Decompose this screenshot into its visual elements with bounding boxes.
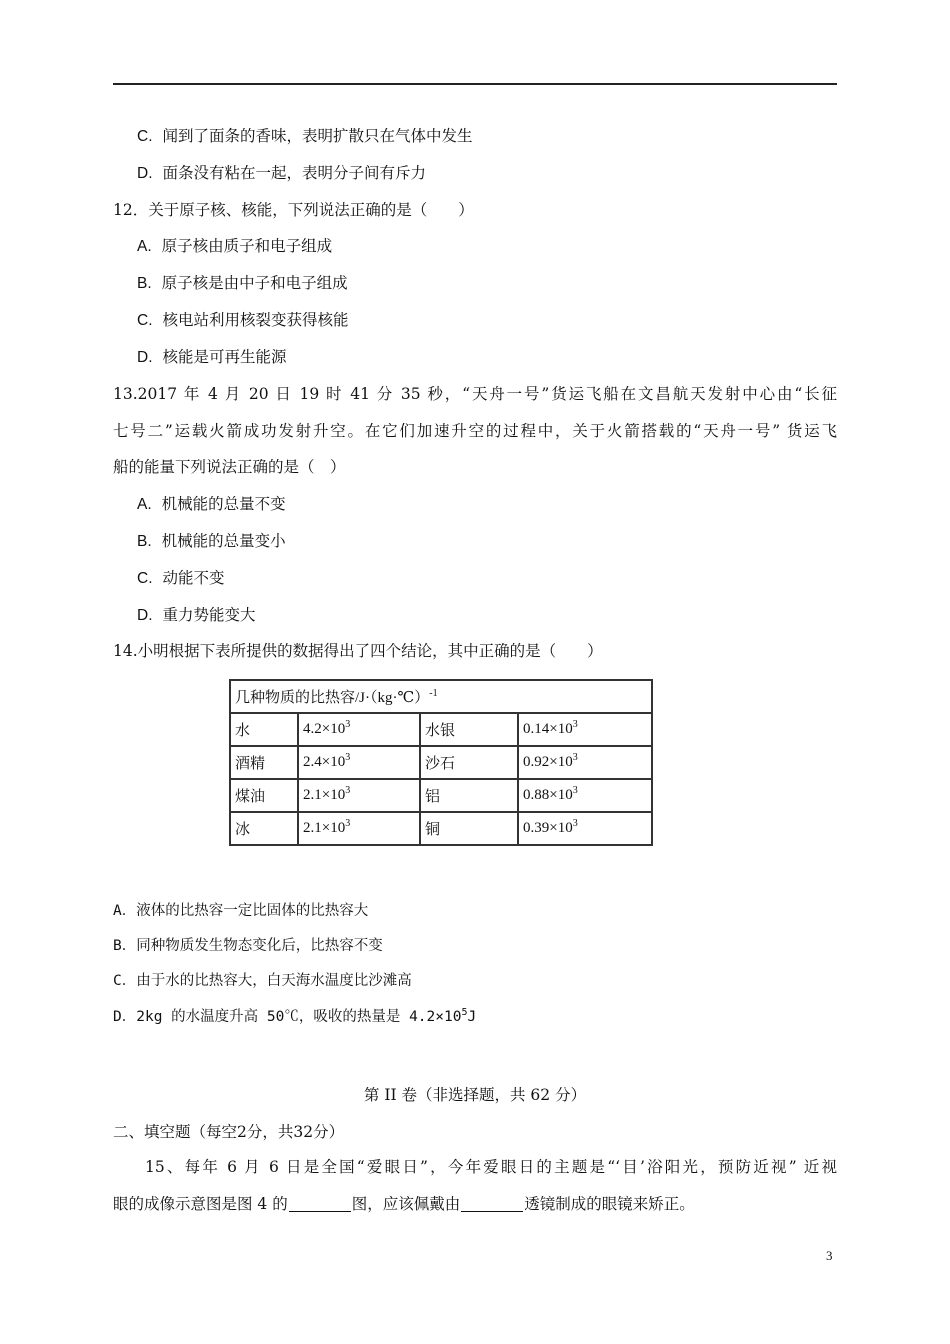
table-cell: $4.2\times 10^3$ xyxy=(298,713,420,746)
q13-stem-line2: 七号二”运载火箭成功发射升空。在它们加速升空的过程中，关于火箭搭载的“天舟一号” 货运飞 xyxy=(113,422,837,440)
q13-stem-line3: 船的能量下列说法正确的是（ ） xyxy=(113,458,346,476)
q14-option-d: D．2kg 的水温度升高 50℃，吸收的热量是 $4.2\times 10^5J$ xyxy=(113,1007,477,1025)
header-rule xyxy=(113,83,837,85)
q13-option-d: D. 重力势能变大 xyxy=(137,606,256,624)
q12-option-a: A. 原子核由质子和电子组成 xyxy=(137,237,333,255)
table-cell: $0.88\times 10^3$ xyxy=(518,779,652,812)
q13-stem-line1: 13.2017 年 4 月 20 日 19 时 41 分 35 秒，“天舟一号”货运飞船在文昌航天发射中心由“长征 xyxy=(113,385,837,403)
answer-blank-2[interactable] xyxy=(461,1195,523,1212)
q12-option-b: B. 原子核是由中子和电子组成 xyxy=(137,274,348,292)
table-cell: 酒精 xyxy=(230,746,298,779)
q12-option-c: C. 核电站利用核裂变获得核能 xyxy=(137,311,349,329)
table-row xyxy=(230,746,652,779)
table-caption: 几种物质的比热容/J·（kg·℃）$^{-1}$ xyxy=(230,680,652,713)
q12-stem: 12．关于原子核、核能，下列说法正确的是（ ） xyxy=(113,201,474,219)
table-cell: 煤油 xyxy=(230,779,298,812)
table-row xyxy=(230,779,652,812)
q15-line1: 15、每年 6 月 6 日是全国“爱眼日”，今年爱眼日的主题是“‘目’浴阳光，预防近视” 近视 xyxy=(145,1158,837,1176)
table-cell: $0.92\times 10^3$ xyxy=(518,746,652,779)
q11-option-d: D. 面条没有粘在一起，表明分子间有斥力 xyxy=(137,164,427,182)
q14-option-b: B．同种物质发生物态变化后，比热容不变 xyxy=(113,938,383,954)
q14-option-c: C．由于水的比热容大，白天海水温度比沙滩高 xyxy=(113,973,412,989)
table-cell: 水 xyxy=(230,713,298,746)
table-cell: $0.39\times 10^3$ xyxy=(518,812,652,845)
table-cell: $2.1\times 10^3$ xyxy=(298,812,420,845)
table-cell: 冰 xyxy=(230,812,298,845)
table-caption-row xyxy=(230,680,652,713)
answer-blank-1[interactable] xyxy=(289,1195,351,1212)
table-cell: 沙石 xyxy=(420,746,518,779)
table-cell: 铜 xyxy=(420,812,518,845)
table-cell: 铝 xyxy=(420,779,518,812)
q15-line2: 眼的成像示意图是图 4 的 图，应该佩戴由 透镜制成的眼镜来矫正。 xyxy=(113,1195,695,1213)
table-row xyxy=(230,713,652,746)
q13-option-c: C. 动能不变 xyxy=(137,569,225,587)
table-cell: 水银 xyxy=(420,713,518,746)
q13-option-a: A. 机械能的总量不变 xyxy=(137,495,286,513)
q12-option-d: D. 核能是可再生能源 xyxy=(137,348,287,366)
q14-option-a: A．液体的比热容一定比固体的比热容大 xyxy=(113,903,369,919)
table-cell: $0.14\times 10^3$ xyxy=(518,713,652,746)
table-cell: $2.1\times 10^3$ xyxy=(298,779,420,812)
page-number: 3 xyxy=(826,1248,833,1263)
q11-option-c: C. 闻到了面条的香味，表明扩散只在气体中发生 xyxy=(137,127,473,145)
table-cell: $2.4\times 10^3$ xyxy=(298,746,420,779)
section-heading: 二、填空题（每空2分，共32分） xyxy=(113,1123,345,1141)
q14-stem: 14.小明根据下表所提供的数据得出了四个结论，其中正确的是（ ） xyxy=(113,642,603,660)
q13-option-b: B. 机械能的总量变小 xyxy=(137,532,286,550)
specific-heat-table xyxy=(229,679,653,846)
section-title: 第 II 卷（非选择题，共 62 分） xyxy=(363,1086,587,1104)
table-row xyxy=(230,812,652,845)
